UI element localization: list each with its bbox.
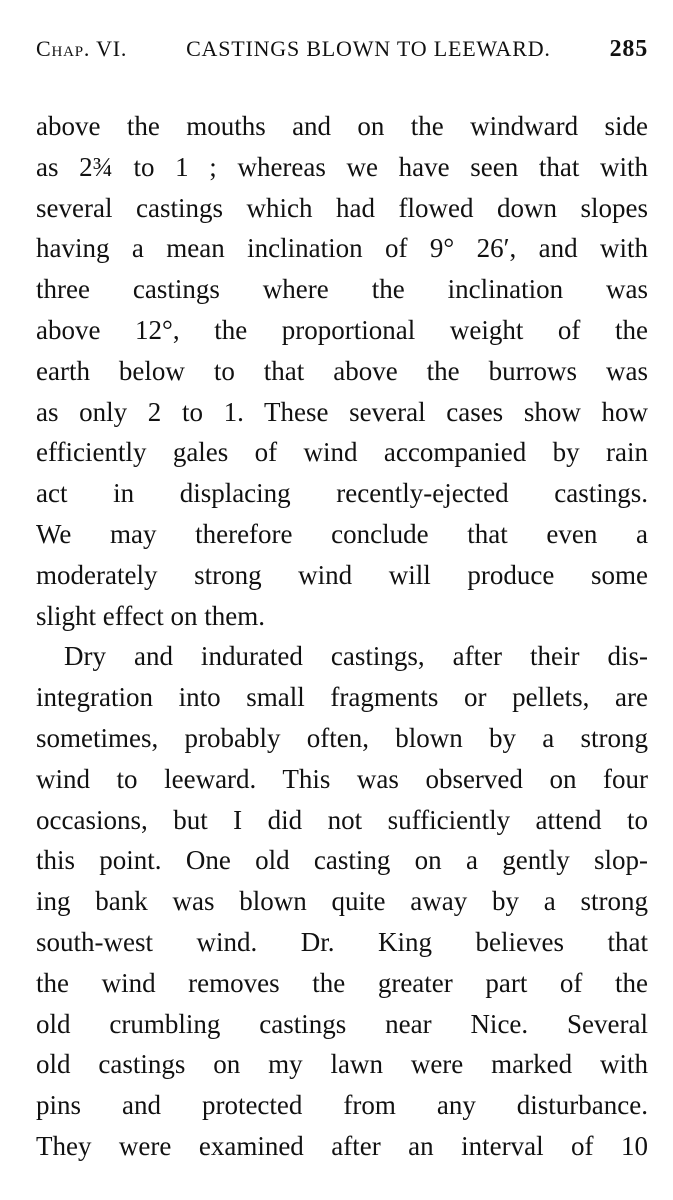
text-line: efficiently gales of wind accompanied by rain xyxy=(36,437,648,468)
paragraph-2 xyxy=(36,636,648,1166)
text-line: the wind removes the greater part of the xyxy=(36,967,648,998)
book-page xyxy=(36,36,648,1167)
text-line: We may therefore conclude that even a xyxy=(36,518,648,549)
text-line: above the mouths and on the windward side xyxy=(36,111,648,141)
text-line: sometimes, probably often, blown by a strong xyxy=(36,722,648,753)
text-line: south-west wind. Dr. King believes that xyxy=(36,926,648,957)
text-line: several castings which had flowed down slopes xyxy=(36,192,648,223)
text-line: moderately strong wind will produce some xyxy=(36,559,648,590)
text-line: wind to leeward. This was observed on four xyxy=(36,763,648,794)
text-line: this point. One old casting on a gently slop- xyxy=(36,845,648,876)
chapter-label: Chap. VI. xyxy=(36,36,128,61)
text-line: old castings on my lawn were marked with xyxy=(36,1049,648,1080)
text-line: They were examined after an interval of 10 xyxy=(36,1130,648,1161)
text-line: act in displacing recently-ejected castings. xyxy=(36,478,648,509)
text-line: occasions, but I did not sufficiently attend to xyxy=(36,804,648,835)
text-line: above 12°, the proportional weight of the xyxy=(36,314,648,345)
text-line: integration into small fragments or pellets, are xyxy=(36,682,648,713)
text-line: as only 2 to 1. These several cases show how xyxy=(36,396,648,427)
running-header xyxy=(36,36,648,78)
page-number: 285 xyxy=(609,36,648,62)
text-line: earth below to that above the burrows was xyxy=(36,355,648,386)
text-line: pins and protected from any disturbance. xyxy=(36,1090,648,1121)
text-line: as 2¾ to 1 ; whereas we have seen that with xyxy=(36,151,648,182)
paragraph-1 xyxy=(36,106,648,636)
text-line: ing bank was blown quite away by a strong xyxy=(36,886,648,917)
text-line: slight effect on them. xyxy=(36,600,265,631)
text-line: three castings where the inclination was xyxy=(36,274,648,305)
text-line: Dry and indurated castings, after their dis- xyxy=(64,641,648,672)
text-line: having a mean inclination of 9° 26′, and with xyxy=(36,233,648,264)
text-line: old crumbling castings near Nice. Several xyxy=(36,1008,648,1039)
running-title: CASTINGS BLOWN TO LEEWARD. xyxy=(186,36,551,61)
